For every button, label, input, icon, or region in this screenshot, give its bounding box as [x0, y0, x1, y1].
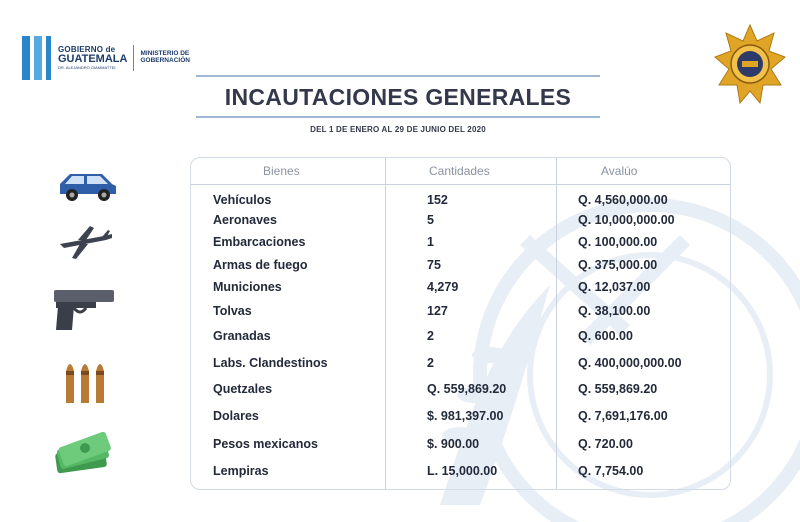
- item-cell: Vehículos: [213, 193, 272, 207]
- column-header-value: Avalúo: [601, 164, 638, 178]
- table-row: [191, 464, 730, 480]
- value-cell: Q. 12,037.00: [578, 280, 651, 294]
- seizures-table: [190, 157, 731, 490]
- value-cell: Q. 10,000,000.00: [578, 213, 675, 227]
- gov-line2: GUATEMALA: [58, 53, 128, 65]
- date-range-subtitle: DEL 1 DE ENERO AL 29 DE JUNIO DEL 2020: [310, 125, 486, 134]
- table-row: [191, 235, 730, 251]
- item-cell: Dolares: [213, 409, 259, 423]
- column-header-quantities: Cantidades: [429, 164, 490, 178]
- value-cell: Q. 7,754.00: [578, 464, 644, 478]
- quantity-cell: 5: [427, 213, 434, 227]
- quantity-cell: 1: [427, 235, 434, 249]
- quantity-cell: Q. 559,869.20: [427, 382, 507, 396]
- item-cell: Embarcaciones: [213, 235, 306, 249]
- pistol-icon: [50, 284, 118, 332]
- value-cell: Q. 400,000,000.00: [578, 356, 682, 370]
- quantity-cell: 75: [427, 258, 441, 272]
- quantity-cell: $. 900.00: [427, 437, 480, 451]
- item-cell: Pesos mexicanos: [213, 437, 318, 451]
- item-cell: Labs. Clandestinos: [213, 356, 328, 370]
- quantity-cell: 127: [427, 304, 448, 318]
- ministry-wordmark: [140, 51, 189, 65]
- table-row: [191, 258, 730, 274]
- title-rule-bottom: [196, 116, 600, 118]
- ammunition-icon: [60, 355, 110, 405]
- quantity-cell: 4,279: [427, 280, 459, 294]
- gov-line1: GOBIERNO de: [58, 45, 116, 54]
- column-header-items: Bienes: [263, 164, 300, 178]
- gov-line3: DR. ALEJANDRO GIAMMATTEI: [58, 65, 116, 70]
- table-row: [191, 382, 730, 398]
- table-row: [191, 213, 730, 229]
- item-cell: Municiones: [213, 280, 282, 294]
- government-wordmark: [58, 46, 127, 70]
- money-icon: [52, 432, 112, 476]
- value-cell: Q. 7,691,176.00: [578, 409, 668, 423]
- quantity-cell: 152: [427, 193, 448, 207]
- government-logo: [22, 36, 190, 80]
- value-cell: Q. 375,000.00: [578, 258, 658, 272]
- quantity-cell: 2: [427, 329, 434, 343]
- page-title: INCAUTACIONES GENERALES: [224, 84, 572, 110]
- airplane-icon: [56, 222, 116, 262]
- value-cell: Q. 559,869.20: [578, 382, 658, 396]
- table-row: [191, 409, 730, 425]
- value-cell: Q. 4,560,000.00: [578, 193, 668, 207]
- value-cell: Q. 38,100.00: [578, 304, 651, 318]
- value-cell: Q. 100,000.00: [578, 235, 658, 249]
- value-cell: Q. 600.00: [578, 329, 633, 343]
- item-cell: Granadas: [213, 329, 271, 343]
- value-cell: Q. 720.00: [578, 437, 633, 451]
- table-row: [191, 280, 730, 296]
- ministry-line1: MINISTERIO DE: [140, 50, 190, 58]
- table-row: [191, 193, 730, 209]
- quantity-cell: L. 15,000.00: [427, 464, 498, 478]
- logo-divider: [133, 45, 134, 71]
- table-row: [191, 437, 730, 453]
- header-divider: [191, 184, 730, 185]
- table-row: [191, 329, 730, 345]
- item-cell: Armas de fuego: [213, 258, 308, 272]
- car-icon: [54, 166, 120, 204]
- item-cell: Tolvas: [213, 304, 252, 318]
- item-cell: Lempiras: [213, 464, 269, 478]
- table-row: [191, 356, 730, 372]
- quantity-cell: 2: [427, 356, 434, 370]
- table-row: [191, 304, 730, 320]
- title-rule-top: [196, 75, 600, 77]
- ministry-line2: GOBERNACIÓN: [140, 57, 190, 64]
- item-cell: Quetzales: [213, 382, 273, 396]
- government-flag-icon: [22, 36, 52, 80]
- quantity-cell: $. 981,397.00: [427, 409, 504, 423]
- police-badge-icon: [713, 23, 787, 107]
- item-cell: Aeronaves: [213, 213, 277, 227]
